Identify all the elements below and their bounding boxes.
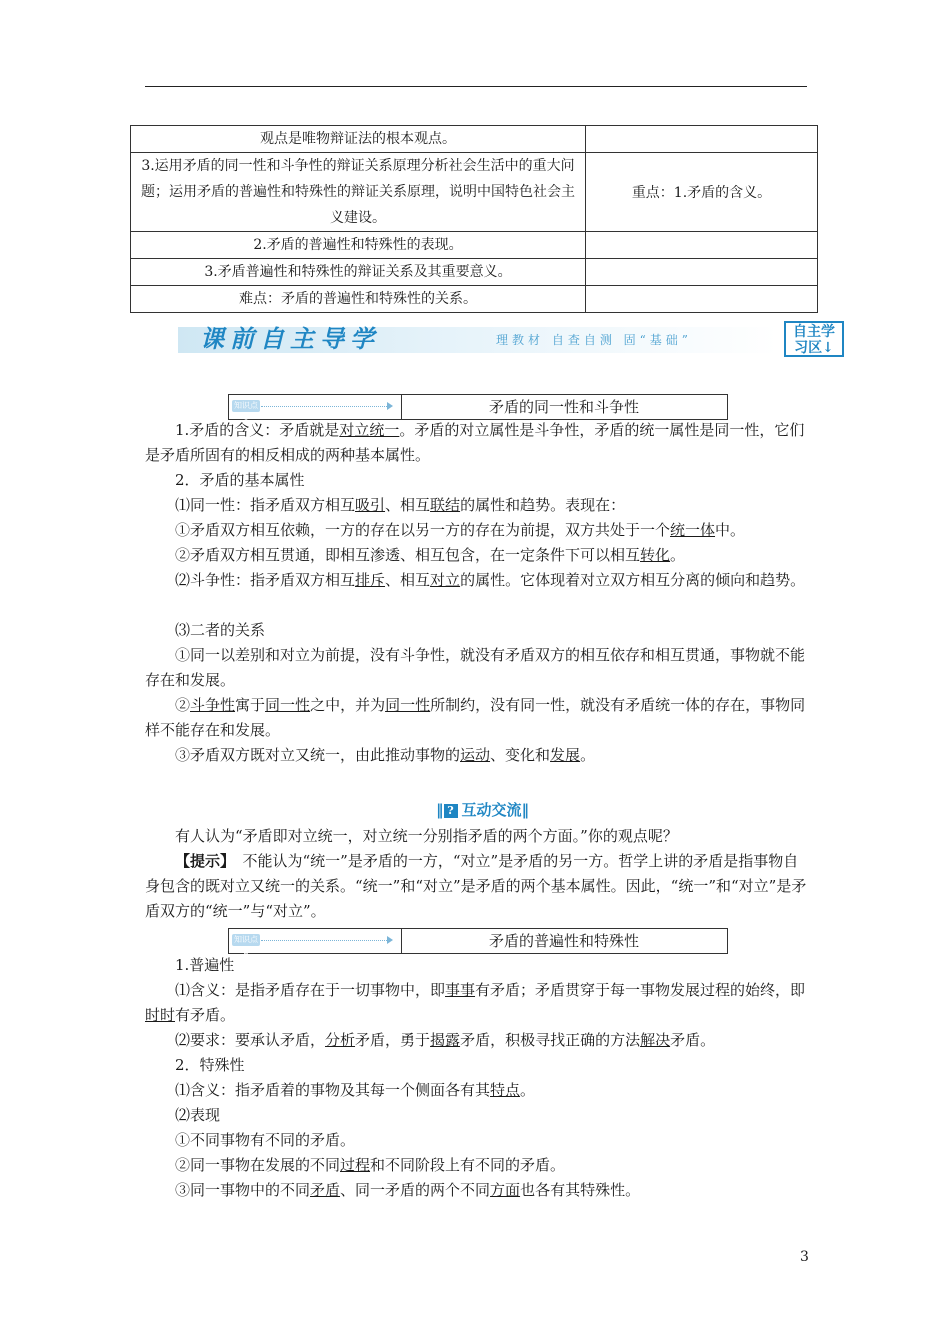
table-cell: 3.运用矛盾的同一性和斗争性的辩证关系原理分析社会生活中的重大问题；运用矛盾的普遍性和特殊性的辩证关系原理，说明中国特色社会主义建设。 bbox=[131, 153, 586, 232]
table-cell: 2.矛盾的普遍性和特殊性的表现。 bbox=[131, 232, 586, 259]
knowledge-point-title: 矛盾的同一性和斗争性 bbox=[488, 398, 639, 416]
paragraph: ①同一以差别和对立为前提，没有斗争性，就没有矛盾双方的相互依存和相互贯通，事物就不能存在和发展。 bbox=[145, 646, 806, 689]
table-row bbox=[131, 232, 818, 259]
knowledge-point-label: 知识点2 bbox=[234, 935, 258, 956]
banner-badge-line2: 习区↓ bbox=[794, 340, 834, 356]
paragraph: ⑶二者的关系 bbox=[175, 621, 266, 639]
paragraph: ⑵要求：要承认矛盾，分析矛盾，勇于揭露矛盾，积极寻找正确的方法解决矛盾。 bbox=[175, 1031, 716, 1049]
arrow-line bbox=[261, 406, 389, 407]
paragraph: ①不同事物有不同的矛盾。 bbox=[175, 1131, 356, 1149]
table-cell: 重点：1.矛盾的含义。 bbox=[586, 153, 818, 232]
table-row bbox=[131, 259, 818, 286]
banner-subtitle: 理教材 自查自测 固“基础” bbox=[496, 333, 692, 347]
paragraph: ②矛盾双方相互贯通，即相互渗透、相互包含，在一定条件下可以相互转化。 bbox=[175, 546, 686, 564]
table-cell: 观点是唯物辩证法的根本观点。 bbox=[131, 126, 586, 153]
question-icon: ? bbox=[444, 804, 458, 818]
paragraph: 1.普遍性 bbox=[175, 956, 235, 974]
interaction-heading: ‖ ? 互动交流‖ bbox=[436, 801, 530, 819]
knowledge-point-label: 知识点1 bbox=[234, 401, 258, 422]
header-rule bbox=[145, 86, 807, 87]
knowledge-point-title: 矛盾的普遍性和特殊性 bbox=[488, 932, 639, 950]
table-cell bbox=[586, 259, 818, 286]
table-cell: 3.矛盾普遍性和特殊性的辩证关系及其重要意义。 bbox=[131, 259, 586, 286]
paragraph: ③矛盾双方既对立又统一，由此推动事物的运动、变化和发展。 bbox=[175, 746, 596, 764]
paragraph: ②同一事物在发展的不同过程和不同阶段上有不同的矛盾。 bbox=[175, 1156, 566, 1174]
knowledge-point-header-1 bbox=[228, 394, 728, 420]
knowledge-point-header-2 bbox=[228, 928, 728, 954]
table-cell bbox=[586, 232, 818, 259]
interaction-label: 互动交流 bbox=[461, 801, 522, 819]
table-cell bbox=[586, 126, 818, 153]
banner-badge-line1: 自主学 bbox=[793, 324, 835, 340]
arrow-right-icon bbox=[387, 936, 393, 944]
table-row bbox=[131, 126, 818, 153]
paragraph: ②斗争性寓于同一性之中，并为同一性所制约，没有同一性，就没有矛盾统一体的存在，事物同样不能存在和发展。 bbox=[145, 696, 806, 739]
paragraph: ⑴同一性：指矛盾双方相互吸引、相互联结的属性和趋势。表现在： bbox=[175, 496, 626, 514]
paragraph: ①矛盾双方相互依赖，一方的存在以另一方的存在为前提，双方共处于一个统一体中。 bbox=[175, 521, 746, 539]
table-cell bbox=[586, 286, 818, 313]
table-row bbox=[131, 286, 818, 313]
paragraph: ③同一事物中的不同矛盾、同一矛盾的两个不同方面也各有其特殊性。 bbox=[175, 1181, 641, 1199]
paragraph: ⑵表现 bbox=[175, 1106, 221, 1124]
table-row bbox=[131, 153, 818, 232]
objectives-table bbox=[130, 125, 818, 313]
banner-badge bbox=[784, 321, 844, 357]
section-banner bbox=[178, 321, 846, 359]
arrow-line bbox=[261, 940, 389, 941]
paragraph: 【提示】 不能认为“统一”是矛盾的一方，“对立”是矛盾的另一方。哲学上讲的矛盾是指事物自身包含的既对立又统一的关系。“统一”和“对立”是矛盾的两个基本属性。因此，“统一”和“对立”是矛盾双方的“统一”与“对立”。 bbox=[145, 852, 807, 920]
paragraph: ⑴含义：指矛盾着的事物及其每一个侧面各有其特点。 bbox=[175, 1081, 536, 1099]
page-number: 3 bbox=[800, 1249, 809, 1265]
table-cell: 难点：矛盾的普遍性和特殊性的关系。 bbox=[131, 286, 586, 313]
paragraph: 有人认为“矛盾即对立统一，对立统一分别指矛盾的两个方面。”你的观点呢？ bbox=[175, 827, 678, 845]
paragraph: ⑴含义：是指矛盾存在于一切事物中，即事事有矛盾；矛盾贯穿于每一事物发展过程的始终，即时时有矛盾。 bbox=[145, 981, 806, 1024]
paragraph: 2．矛盾的基本属性 bbox=[175, 471, 305, 489]
arrow-right-icon bbox=[387, 402, 393, 410]
paragraph: ⑵斗争性：指矛盾双方相互排斥、相互对立的属性。它体现着对立双方相互分离的倾向和趋势。 bbox=[175, 571, 806, 589]
paragraph: 1.矛盾的含义：矛盾就是对立统一。矛盾的对立属性是斗争性，矛盾的统一属性是同一性，它们是矛盾所固有的相反相成的两种基本属性。 bbox=[145, 421, 805, 464]
knowledge-point-tag bbox=[229, 929, 402, 956]
banner-title: 课前自主导学 bbox=[200, 324, 380, 353]
paragraph: 2．特殊性 bbox=[175, 1056, 245, 1074]
knowledge-point-tag bbox=[229, 395, 402, 422]
